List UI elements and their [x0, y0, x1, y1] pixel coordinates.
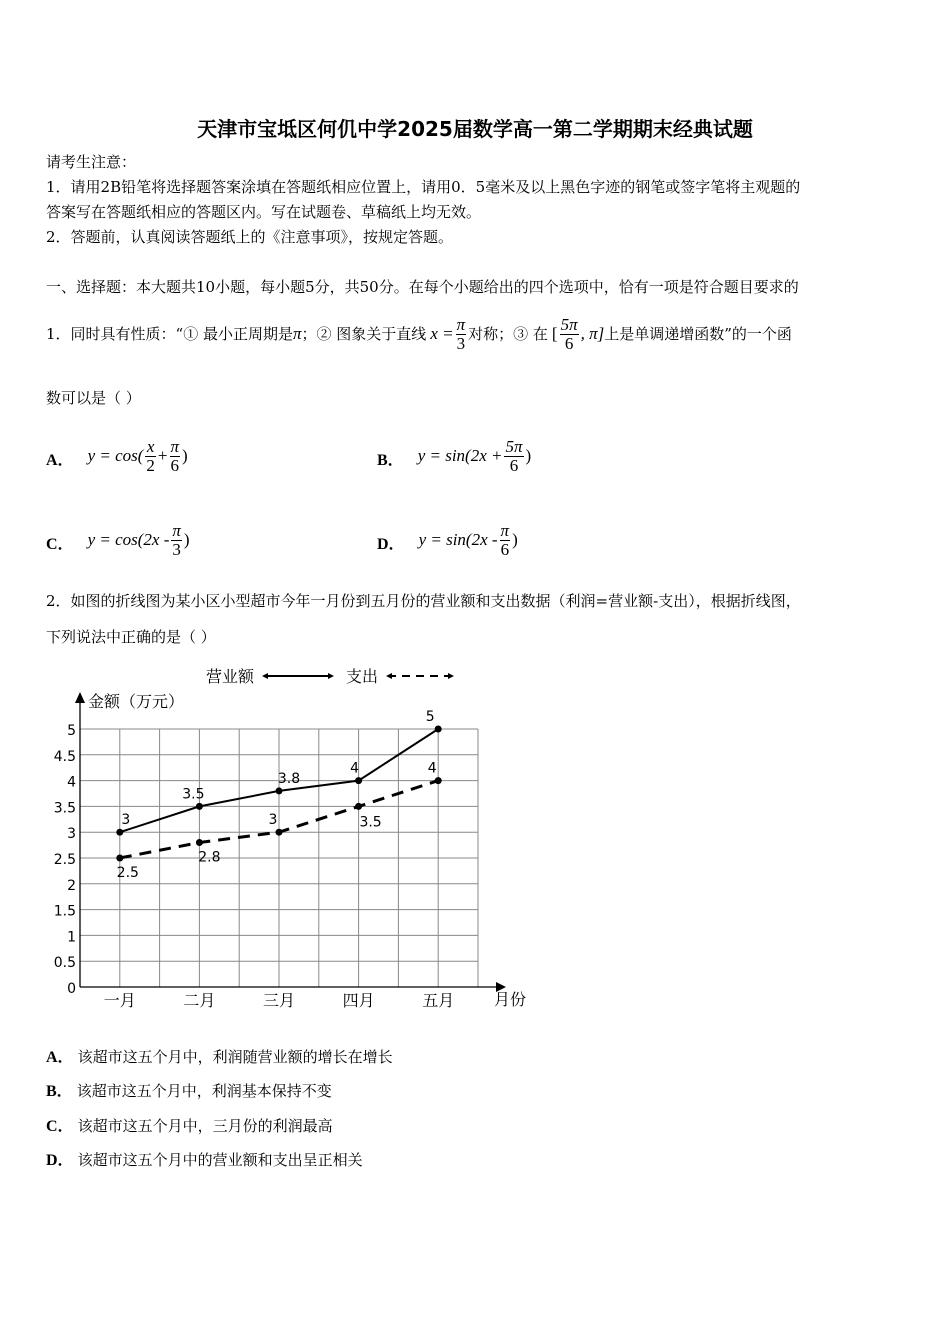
q2-option-a-label: A． — [46, 1049, 74, 1066]
option-b-prefix: y = sin(2x + — [417, 446, 503, 465]
option-a-fraction-2 — [170, 438, 181, 475]
fraction-numerator: π — [170, 436, 180, 456]
q2-option-a-text: 该超市这五个月中，利润随营业额的增长在增长 — [77, 1048, 393, 1066]
question-2-number: 2． — [46, 592, 71, 610]
q2-option-c[interactable] — [46, 1113, 333, 1136]
revenue-data-label: 3.5 — [182, 786, 205, 803]
revenue-data-label: 3 — [121, 812, 131, 829]
expense-data-label: 4 — [427, 760, 437, 777]
interval-tail: , π] — [580, 324, 605, 343]
expense-data-point — [355, 803, 362, 810]
q2-option-b-label: B． — [46, 1083, 73, 1100]
revenue-data-label: 4 — [350, 760, 360, 777]
question-1-text-4: 上是单调递增函数”的一个函 — [604, 325, 792, 343]
legend-arrow-right-icon — [328, 673, 334, 679]
fraction-numerator: π — [456, 314, 466, 334]
expense-data-point — [116, 855, 123, 862]
option-c-suffix: ) — [183, 530, 190, 549]
question-2-stem — [46, 591, 801, 611]
y-tick-label: 2.5 — [53, 852, 76, 868]
x-equals: x = — [430, 324, 454, 343]
option-b-suffix: ) — [525, 446, 532, 465]
y-axis-title: 金额（万元） — [88, 692, 185, 711]
y-tick-label: 0 — [67, 981, 76, 997]
fraction-denominator: 6 — [509, 455, 519, 475]
legend-arrow-left-icon — [262, 673, 268, 679]
y-tick-label: 1.5 — [53, 903, 76, 920]
x-tick-label: 四月 — [342, 991, 375, 1010]
q2-option-b-text: 该超市这五个月中，利润基本保持不变 — [76, 1082, 332, 1100]
notice-item-2: 2．答题前，认真阅读答题纸上的《注意事项》，按规定答题。 — [46, 228, 454, 246]
y-tick-label: 2 — [67, 877, 76, 894]
q2-option-b[interactable] — [46, 1078, 332, 1101]
interval-open: [ — [551, 324, 558, 343]
option-a-fraction-1 — [145, 438, 156, 475]
option-d[interactable] — [377, 512, 518, 568]
y-tick-label: 3 — [67, 826, 76, 843]
fraction-denominator: 6 — [564, 333, 574, 353]
expense-data-point — [196, 839, 203, 846]
expense-data-point — [276, 829, 283, 836]
legend-label-revenue: 营业额 — [206, 667, 255, 686]
option-d-label: D． — [377, 536, 405, 553]
option-b-fraction — [504, 438, 523, 475]
notice-item-1-line-2: 答案写在答题纸相应的答题区内。写在试题卷、草稿纸上均无效。 — [46, 203, 482, 221]
question-2-line-2: 下列说法中正确的是（ ） — [46, 628, 216, 646]
q2-option-d-label: D． — [46, 1152, 74, 1169]
legend-label-expense: 支出 — [346, 667, 379, 686]
option-d-fraction — [500, 522, 511, 559]
option-b[interactable] — [377, 428, 531, 484]
expense-data-point — [435, 777, 442, 784]
revenue-data-label: 3.8 — [277, 770, 301, 787]
revenue-data-point — [435, 726, 442, 733]
revenue-data-point — [355, 777, 362, 784]
question-1-text-3: 对称；③ 在 — [468, 325, 548, 343]
revenue-data-point — [276, 787, 283, 794]
option-a-label: A． — [46, 452, 74, 469]
fraction-denominator: 2 — [146, 455, 155, 475]
question-1-number: 1． — [46, 325, 71, 343]
fraction-pi-over-3 — [456, 316, 467, 353]
legend-arrow-left-icon — [386, 673, 392, 679]
legend-arrow-right-icon — [448, 673, 454, 679]
q2-option-d[interactable] — [46, 1147, 363, 1170]
fraction-numerator: π — [172, 520, 181, 540]
question-1-stem — [46, 312, 792, 356]
expense-data-label: 3.5 — [359, 814, 382, 831]
y-tick-label: 4 — [67, 774, 76, 791]
x-tick-label: 三月 — [262, 991, 296, 1010]
option-b-label: B． — [377, 452, 404, 469]
y-tick-label: 3.5 — [53, 800, 76, 817]
y-tick-label: 1 — [67, 929, 76, 946]
option-c[interactable] — [46, 512, 190, 568]
fraction-denominator: 3 — [172, 539, 181, 559]
x-tick-label: 二月 — [183, 991, 216, 1010]
fraction-denominator: 6 — [170, 455, 180, 475]
question-1-text-2: ；② 图象关于直线 — [301, 325, 427, 343]
option-d-prefix: y = sin(2x - — [418, 530, 498, 549]
x-axis-title: 月份 — [494, 990, 527, 1009]
section-heading: 一、选择题：本大题共10小题，每小题5分，共50分。在每个小题给出的四个选项中，恰有一项是符合题目要求的 — [46, 278, 799, 296]
fraction-denominator: 3 — [456, 333, 466, 353]
q2-option-d-text: 该超市这五个月中的营业额和支出呈正相关 — [77, 1151, 363, 1169]
question-2-text: 如图的折线图为某小区小型超市今年一月份到五月份的营业额和支出数据（利润=营业额-支出），根据折线图， — [70, 592, 801, 610]
revenue-data-label: 5 — [425, 709, 435, 725]
q2-option-c-text: 该超市这五个月中，三月份的利润最高 — [77, 1117, 333, 1135]
revenue-data-point — [196, 803, 203, 810]
line-chart — [0, 655, 560, 1025]
y-tick-label: 4.5 — [53, 748, 76, 765]
expense-data-label: 3 — [268, 812, 278, 829]
y-tick-label: 5 — [67, 723, 76, 739]
expense-data-label: 2.8 — [198, 849, 221, 866]
y-tick-label: 0.5 — [53, 955, 76, 972]
question-1-text-1: 同时具有性质：“① 最小正周期是 — [70, 325, 293, 343]
option-a-prefix: y = cos( — [87, 446, 144, 465]
q2-option-c-label: C． — [46, 1118, 74, 1135]
page-title: 天津市宝坻区何仉中学2025届数学高一第二学期期末经典试题 — [197, 117, 753, 141]
fraction-numerator: 5π — [505, 436, 523, 456]
notice-heading: 请考生注意： — [46, 153, 137, 171]
notice-item-1-line-1: 1．请用2B铅笔将选择题答案涂填在答题纸相应位置上，请用0．5毫米及以上黑色字迹的钢笔或签字笔将主观题的 — [46, 178, 801, 196]
option-c-prefix: y = cos(2x - — [87, 530, 170, 549]
fraction-numerator: π — [500, 520, 510, 540]
expense-data-label: 2.5 — [116, 865, 139, 881]
fraction-5pi-over-6 — [560, 316, 579, 353]
pi-symbol: π — [293, 324, 302, 343]
fraction-numerator: 5π — [560, 314, 578, 334]
x-tick-label: 一月 — [103, 991, 136, 1010]
x-tick-label: 五月 — [422, 991, 455, 1010]
option-d-suffix: ) — [512, 530, 518, 549]
option-c-label: C． — [46, 536, 74, 553]
y-axis-arrow-icon — [75, 692, 85, 703]
q2-option-a[interactable] — [46, 1044, 393, 1067]
fraction-numerator: x — [146, 436, 155, 456]
fraction-denominator: 6 — [500, 539, 510, 559]
option-c-fraction — [171, 522, 182, 559]
option-a[interactable] — [46, 428, 188, 484]
option-a-suffix: ) — [182, 446, 188, 465]
revenue-data-point — [116, 829, 123, 836]
question-1-line-2: 数可以是（ ） — [46, 389, 141, 407]
option-a-plus: + — [157, 446, 168, 465]
